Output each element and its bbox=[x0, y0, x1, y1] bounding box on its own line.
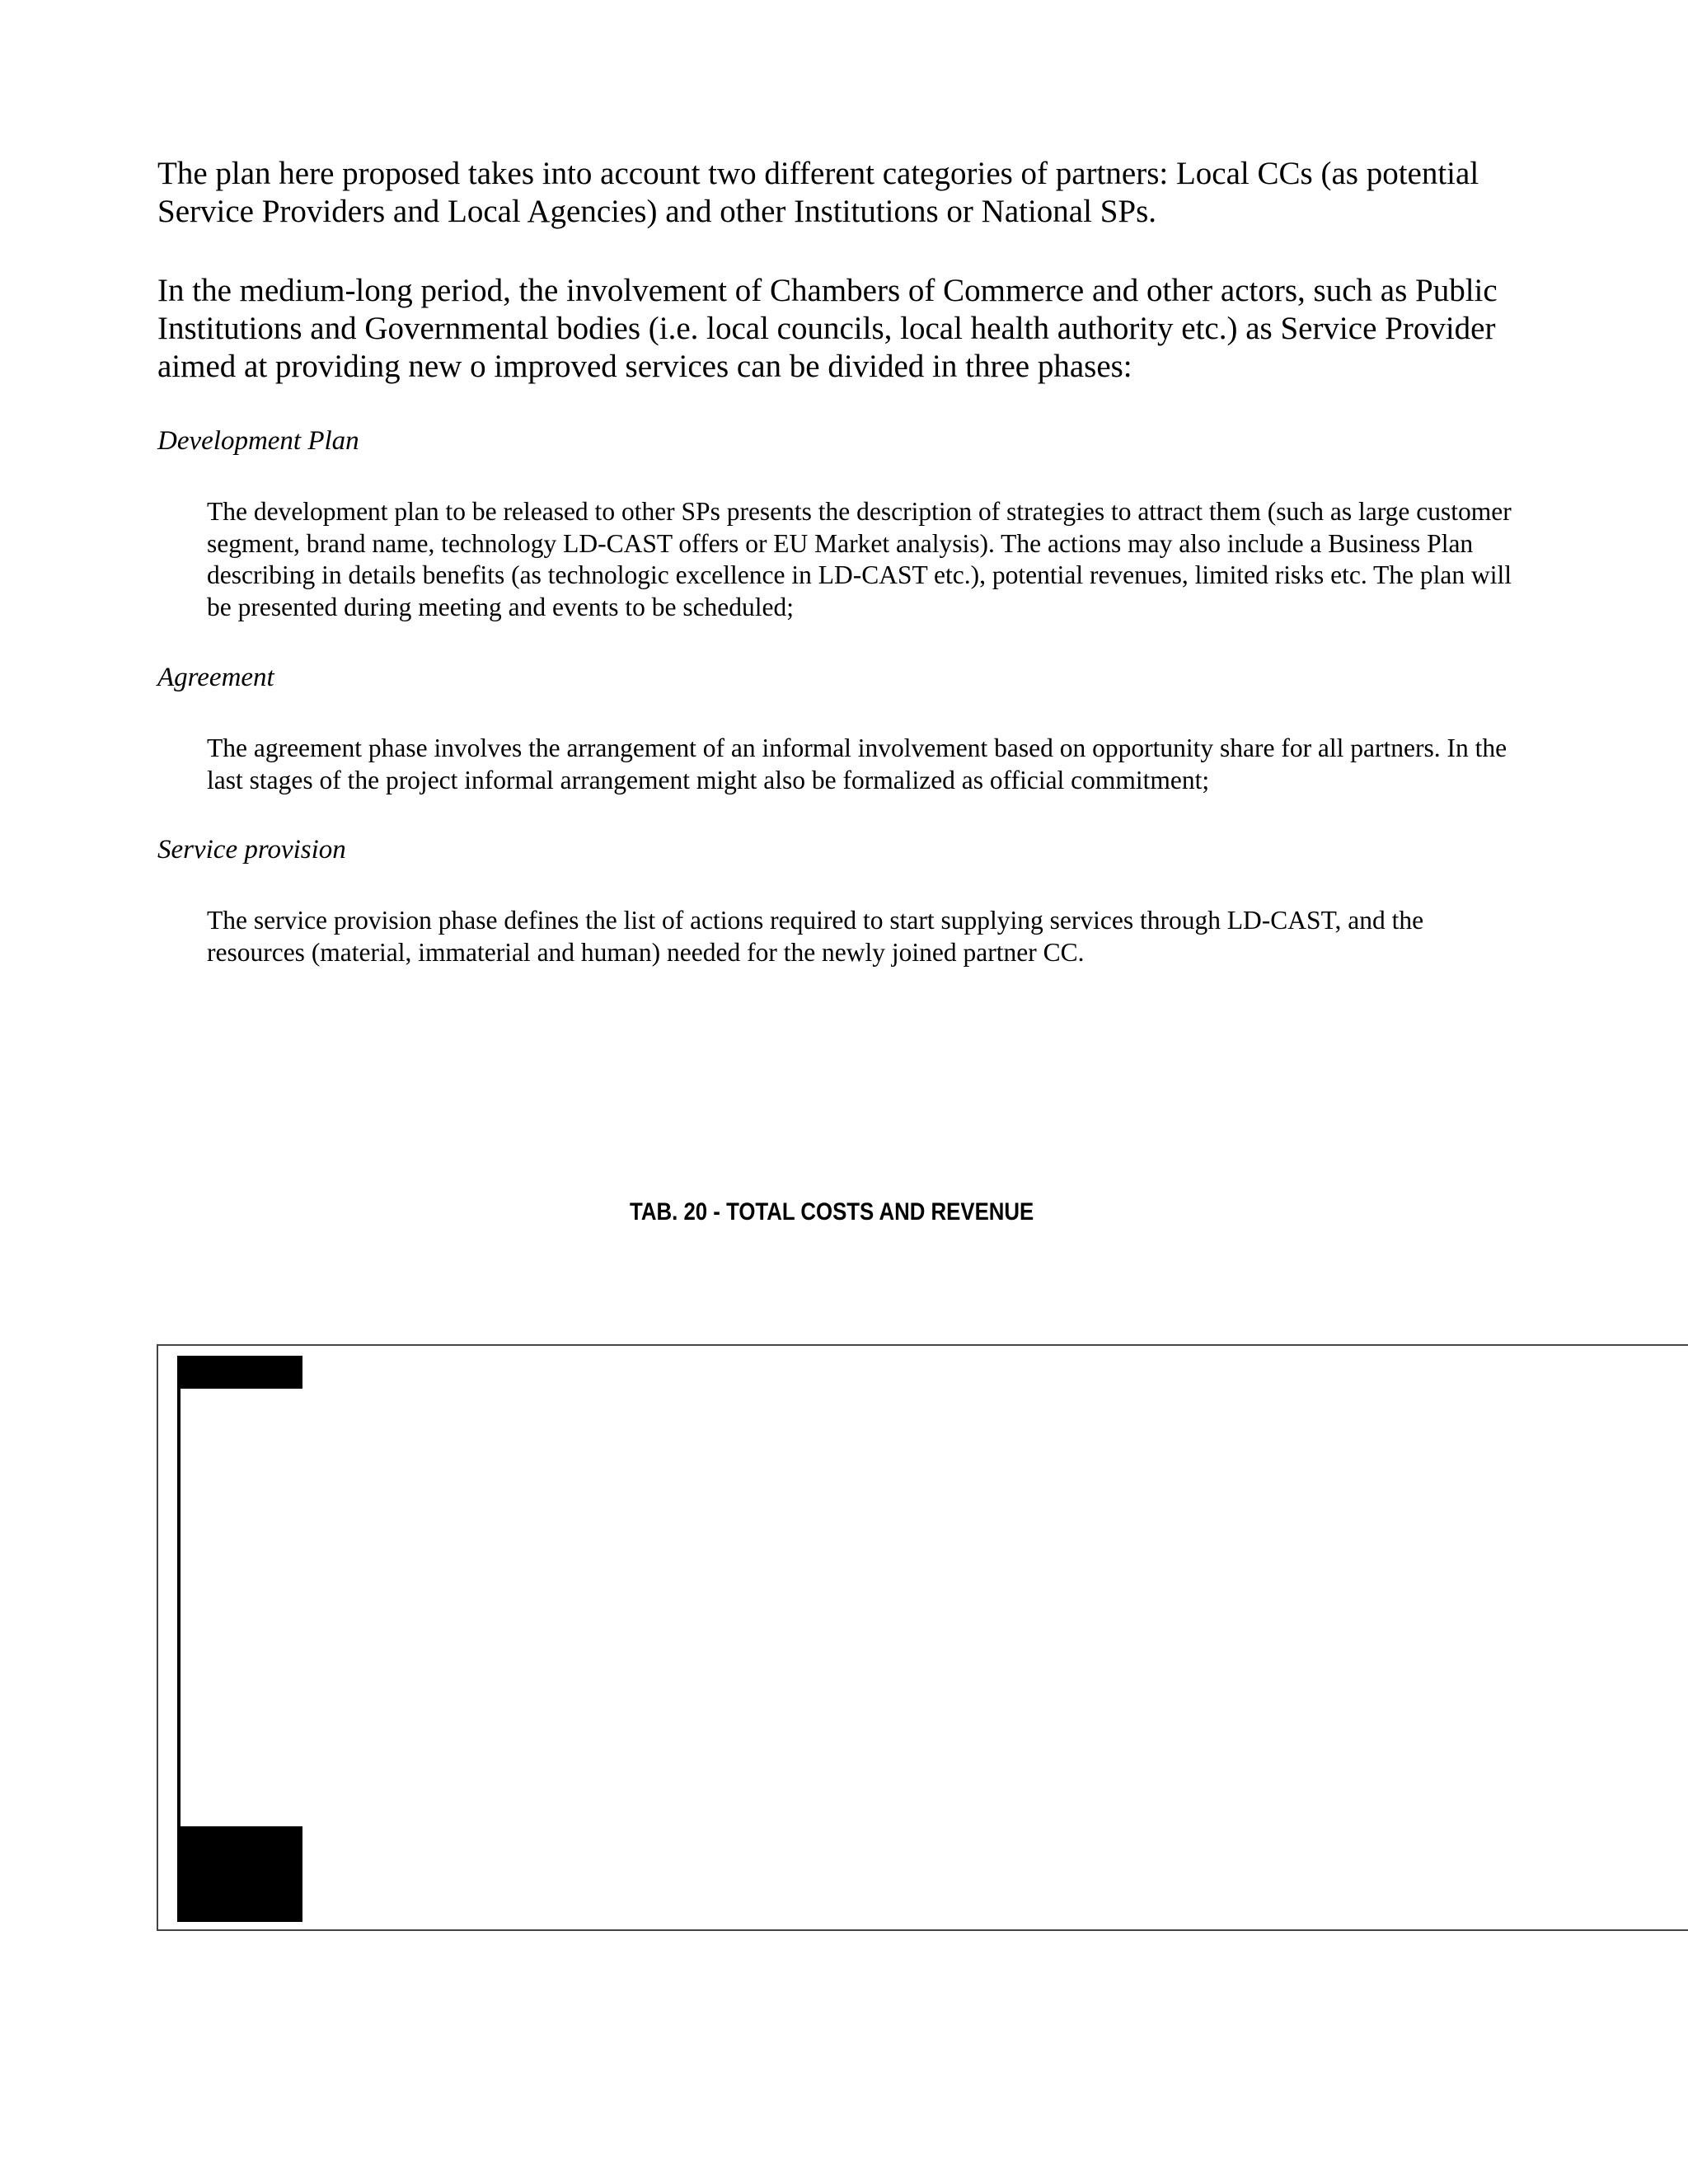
body-development-plan: The development plan to be released to other SPs presents the description of strategies to attract them (such as large customer segment, brand name, technology LD-CAST offers or EU Market analysis). The actions may also include a Business Plan describing in details benefits (as technologic excellence in LD-CAST etc.), potential revenues, limited risks etc. The plan will be presented during meeting and events to be scheduled; bbox=[207, 497, 1512, 621]
heading-development-plan: Development Plan bbox=[157, 426, 359, 456]
table-frame bbox=[157, 1344, 1688, 1931]
redacted-block-top bbox=[177, 1356, 302, 1389]
intro-paragraph-phases: In the medium-long period, the involvement of Chambers of Commerce and other actors, such as Public Institutions and Governmental bodies (i.e. local councils, local health authority etc.) as Service Provider aimed at providing new o improved services can be divided in three phases: bbox=[157, 273, 1498, 384]
body-service-provision: The service provision phase defines the list of actions required to start supplying services through LD-CAST, and the resources (material, immaterial and human) needed for the newly joined partner CC. bbox=[207, 906, 1424, 967]
table-caption: TAB. 20 - TOTAL COSTS AND REVENUE bbox=[629, 1198, 1034, 1226]
body-agreement: The agreement phase involves the arrangement of an informal involvement based on opportunity share for all partners. In the last stages of the project informal arrangement might also be formalized as official commitment; bbox=[207, 733, 1507, 794]
heading-agreement: Agreement bbox=[157, 663, 274, 692]
redacted-block-bottom bbox=[177, 1826, 302, 1922]
intro-paragraph-partners: The plan here proposed takes into account two different categories of partners: Local CCs (as potential Service Providers and Local Agencies) and other Institutions or National SPs. bbox=[157, 156, 1479, 229]
table-column-divider bbox=[177, 1378, 181, 1830]
heading-service-provision: Service provision bbox=[157, 835, 346, 865]
